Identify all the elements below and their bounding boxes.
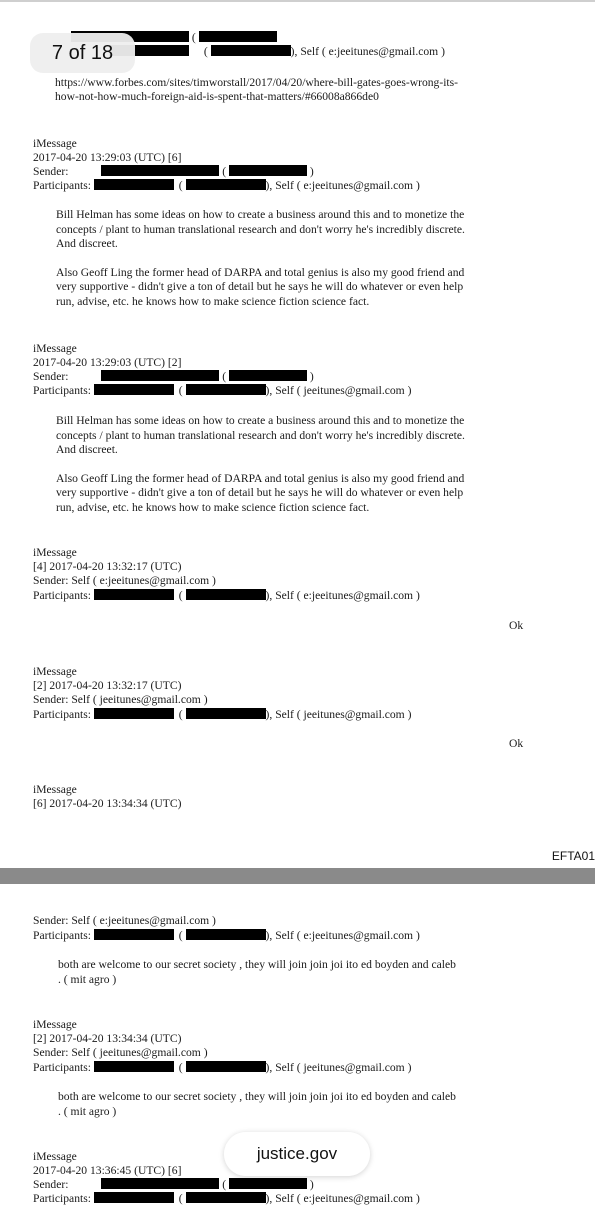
message-body: Ok xyxy=(509,619,524,632)
participants-suffix: ), Self ( e:jeeitunes@gmail.com ) xyxy=(265,1192,420,1205)
body-line: And discreet. xyxy=(56,443,118,457)
sender-line: Sender: Self ( e:jeeitunes@gmail.com ) xyxy=(33,574,216,587)
page-divider xyxy=(0,868,595,884)
redaction xyxy=(229,165,307,176)
redaction xyxy=(199,31,277,42)
message-service: iMessage xyxy=(33,137,77,150)
message-timestamp: 2017-04-20 13:29:03 (UTC) [6] xyxy=(33,151,182,164)
sender-line: ( xyxy=(33,31,277,45)
redaction xyxy=(229,1178,307,1189)
participants-line: Participants: ( ), Self ( e:jeeitunes@gmail.com ) xyxy=(33,929,420,942)
participants-suffix: ), Self ( e:jeeitunes@gmail.com ) xyxy=(290,45,445,58)
redaction xyxy=(186,929,266,940)
message-body xyxy=(56,414,465,516)
sender-line: Sender: Self ( jeeitunes@gmail.com ) xyxy=(33,693,208,706)
message-timestamp: [2] 2017-04-20 13:34:34 (UTC) xyxy=(33,1032,182,1045)
message-service: iMessage xyxy=(33,546,77,559)
message-timestamp: 2017-04-20 13:36:45 (UTC) [6] xyxy=(33,1164,182,1177)
participants-label: Participants: xyxy=(33,179,91,192)
redaction xyxy=(211,45,291,56)
sender-line: Sender: ( ) xyxy=(33,370,314,383)
body-line: both are welcome to our secret society , they will join join joi ito ed boyden and caleb xyxy=(58,958,456,971)
body-line: run, advise, etc. he knows how to make science fiction science fact. xyxy=(56,294,370,308)
participants-label: Participants: xyxy=(33,384,91,397)
message-timestamp: [6] 2017-04-20 13:34:34 (UTC) xyxy=(33,797,182,810)
participants-suffix: ), Self ( e:jeeitunes@gmail.com ) xyxy=(265,929,420,942)
message-service: iMessage xyxy=(33,1150,77,1163)
redaction xyxy=(94,708,174,719)
link-text[interactable]: how-not-how-much-foreign-aid-is-spent-that-matters/#66008a866de0 xyxy=(55,90,379,103)
redaction xyxy=(186,179,266,190)
body-line: very supportive - didn't give a ton of detail but he says he will do whatever or even help xyxy=(56,280,464,294)
message-service: iMessage xyxy=(33,342,77,355)
body-line: both are welcome to our secret society , they will join join joi ito ed boyden and caleb xyxy=(58,1090,456,1103)
participants-label: Participants: xyxy=(33,1192,91,1205)
sender-label: Sender: xyxy=(33,165,69,178)
sender-line: Sender: ( ) xyxy=(33,165,314,178)
body-line: Bill Helman has some ideas on how to create a business around this and to monetize the xyxy=(56,414,465,427)
redaction xyxy=(186,708,266,719)
participants-suffix: ), Self ( e:jeeitunes@gmail.com ) xyxy=(265,179,420,192)
participants-label: Participants: xyxy=(33,1061,91,1074)
bates-number: EFTA01 xyxy=(551,849,595,863)
body-line: run, advise, etc. he knows how to make science fiction science fact. xyxy=(56,500,370,514)
redaction xyxy=(229,370,307,381)
message-timestamp: 2017-04-20 13:29:03 (UTC) [2] xyxy=(33,356,182,369)
body-line: . ( mit agro ) xyxy=(58,1104,117,1118)
body-line: Also Geoff Ling the former head of DARPA and total genius is also my good friend and xyxy=(56,471,465,485)
message-service: iMessage xyxy=(33,783,77,796)
redaction xyxy=(94,384,174,395)
body-line: . ( mit agro ) xyxy=(58,972,117,986)
participants-suffix: ), Self ( jeeitunes@gmail.com ) xyxy=(265,384,412,397)
sender-label: Sender: xyxy=(33,1178,69,1191)
sender-line: Sender: Self ( jeeitunes@gmail.com ) xyxy=(33,1046,208,1059)
redaction xyxy=(186,589,266,600)
redaction xyxy=(94,929,174,940)
participants-suffix: ), Self ( e:jeeitunes@gmail.com ) xyxy=(265,589,420,602)
message-body: Ok xyxy=(509,737,524,750)
message-service: iMessage xyxy=(33,1018,77,1031)
participants-label: Participants: xyxy=(33,708,91,721)
message-timestamp: [4] 2017-04-20 13:32:17 (UTC) xyxy=(33,560,182,573)
body-line: concepts / plant to human translational research and don't worry he's incredibly discrete. xyxy=(56,222,465,236)
participants-line: Participants: ( ), Self ( e:jeeitunes@gmail.com ) xyxy=(33,1192,420,1205)
page-top-edge xyxy=(0,0,595,2)
participants-suffix: ), Self ( jeeitunes@gmail.com ) xyxy=(265,1061,412,1074)
redaction xyxy=(186,1192,266,1203)
redaction xyxy=(101,1178,219,1189)
redaction xyxy=(94,179,174,190)
source-site-button[interactable]: justice.gov xyxy=(224,1132,370,1176)
redaction xyxy=(186,384,266,395)
sender-line: Sender: ( ) xyxy=(33,1178,314,1191)
body-line: And discreet. xyxy=(56,237,118,251)
participants-label: Participants: xyxy=(33,589,91,602)
message-body xyxy=(58,958,456,987)
message-body xyxy=(58,1090,456,1119)
redaction xyxy=(101,165,219,176)
body-line: Bill Helman has some ideas on how to create a business around this and to monetize the xyxy=(56,208,465,221)
body-line: very supportive - didn't give a ton of detail but he says he will do whatever or even help xyxy=(56,486,464,500)
participants-line: Participants: ( ), Self ( e:jeeitunes@gmail.com ) xyxy=(33,589,420,602)
redaction xyxy=(101,370,219,381)
body-line: Also Geoff Ling the former head of DARPA and total genius is also my good friend and xyxy=(56,265,465,279)
participants-suffix: ), Self ( jeeitunes@gmail.com ) xyxy=(265,708,412,721)
message-timestamp: [2] 2017-04-20 13:32:17 (UTC) xyxy=(33,679,182,692)
page-counter-badge: 7 of 18 xyxy=(30,33,135,73)
sender-label: Sender: xyxy=(33,370,69,383)
link-text[interactable]: https://www.forbes.com/sites/timworstall/2017/04/20/where-bill-gates-goes-wrong-its- xyxy=(55,76,459,89)
redaction xyxy=(94,1061,174,1072)
participants-line: Participants: ( ), Self ( e:jeeitunes@gmail.com ) xyxy=(33,179,420,192)
participants-line: Participants: ( ), Self ( jeeitunes@gmail.com ) xyxy=(33,384,412,397)
participants-line: Participants: ( ), Self ( jeeitunes@gmail.com ) xyxy=(33,708,412,721)
redaction xyxy=(186,1061,266,1072)
message-body xyxy=(56,208,465,310)
body-line: concepts / plant to human translational research and don't worry he's incredibly discrete. xyxy=(56,428,465,442)
redaction xyxy=(94,589,174,600)
participants-line: Participants: ( ), Self ( jeeitunes@gmail.com ) xyxy=(33,1061,412,1074)
participants-label: Participants: xyxy=(33,929,91,942)
sender-line: Sender: Self ( e:jeeitunes@gmail.com ) xyxy=(33,914,216,927)
participants-line: ( ), Self ( e:jeeitunes@gmail.com ) xyxy=(33,45,445,59)
message-service: iMessage xyxy=(33,665,77,678)
redaction xyxy=(94,1192,174,1203)
